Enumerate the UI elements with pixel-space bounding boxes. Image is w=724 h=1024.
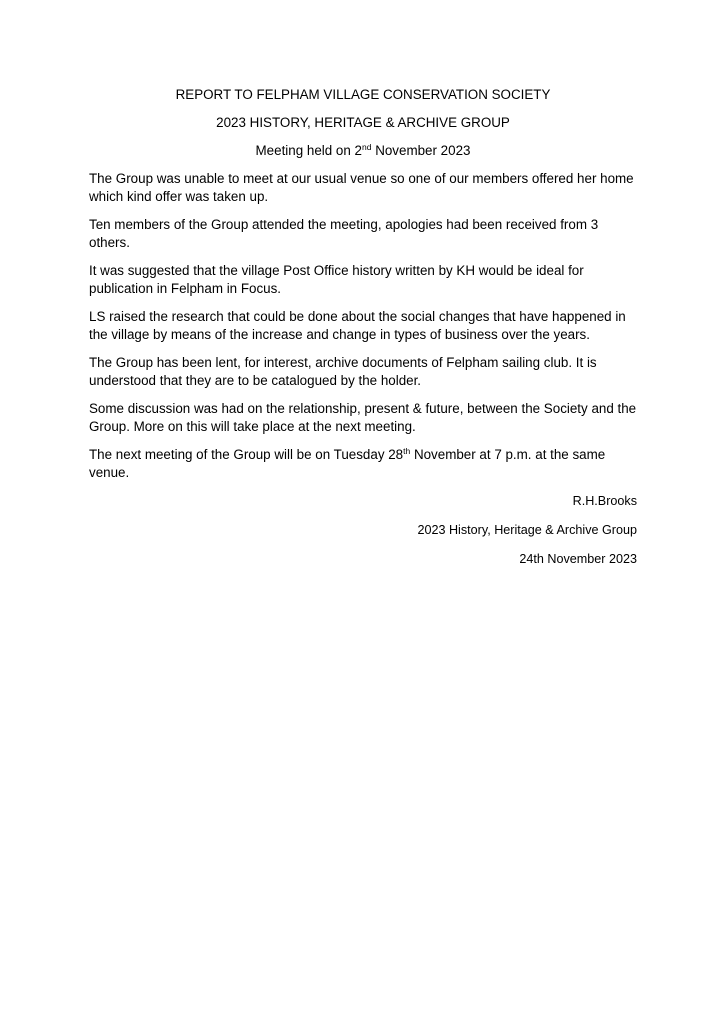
- meeting-date-prefix: Meeting held on 2: [255, 143, 362, 158]
- report-subtitle: 2023 HISTORY, HERITAGE & ARCHIVE GROUP: [216, 115, 510, 130]
- meeting-date-rest: November 2023: [371, 143, 471, 158]
- paragraph-attendance: Ten members of the Group attended the meeting, apologies had been received from 3 others.: [89, 217, 599, 250]
- next-meeting-ordinal: th: [403, 446, 411, 456]
- paragraph-discussion: Some discussion was had on the relationship, present & future, between the Society and the Group. More on this will take place at the next meeting.: [89, 401, 637, 434]
- paragraph-next-meeting: [89, 446, 637, 482]
- meeting-date-line: [89, 142, 637, 160]
- report-title: REPORT TO FELPHAM VILLAGE CONSERVATION SOCIETY: [175, 87, 551, 102]
- next-meeting-prefix: The next meeting of the Group will be on Tuesday 28: [89, 447, 404, 462]
- paragraph-post-office: It was suggested that the village Post Office history written by KH would be ideal for publication in Felpham in Focus.: [89, 263, 584, 296]
- paragraph-sailing-club: The Group has been lent, for interest, archive documents of Felpham sailing club. It is understood that they are to be catalogued by the holder.: [89, 355, 597, 388]
- signature-name: R.H.Brooks: [572, 494, 637, 508]
- signature-block: [89, 492, 637, 568]
- document-content: [89, 86, 637, 579]
- signature-group: 2023 History, Heritage & Archive Group: [417, 523, 637, 537]
- next-meeting-rest: November at 7 p.m. at the same venue.: [89, 447, 606, 480]
- paragraph-research: LS raised the research that could be done about the social changes that have happened in the village by means of the increase and change in types of business over the years.: [89, 309, 626, 342]
- signature-date: 24th November 2023: [519, 552, 637, 566]
- paragraph-venue: The Group was unable to meet at our usual venue so one of our members offered her home which kind offer was taken up.: [89, 171, 634, 204]
- meeting-date-ordinal: nd: [362, 142, 372, 152]
